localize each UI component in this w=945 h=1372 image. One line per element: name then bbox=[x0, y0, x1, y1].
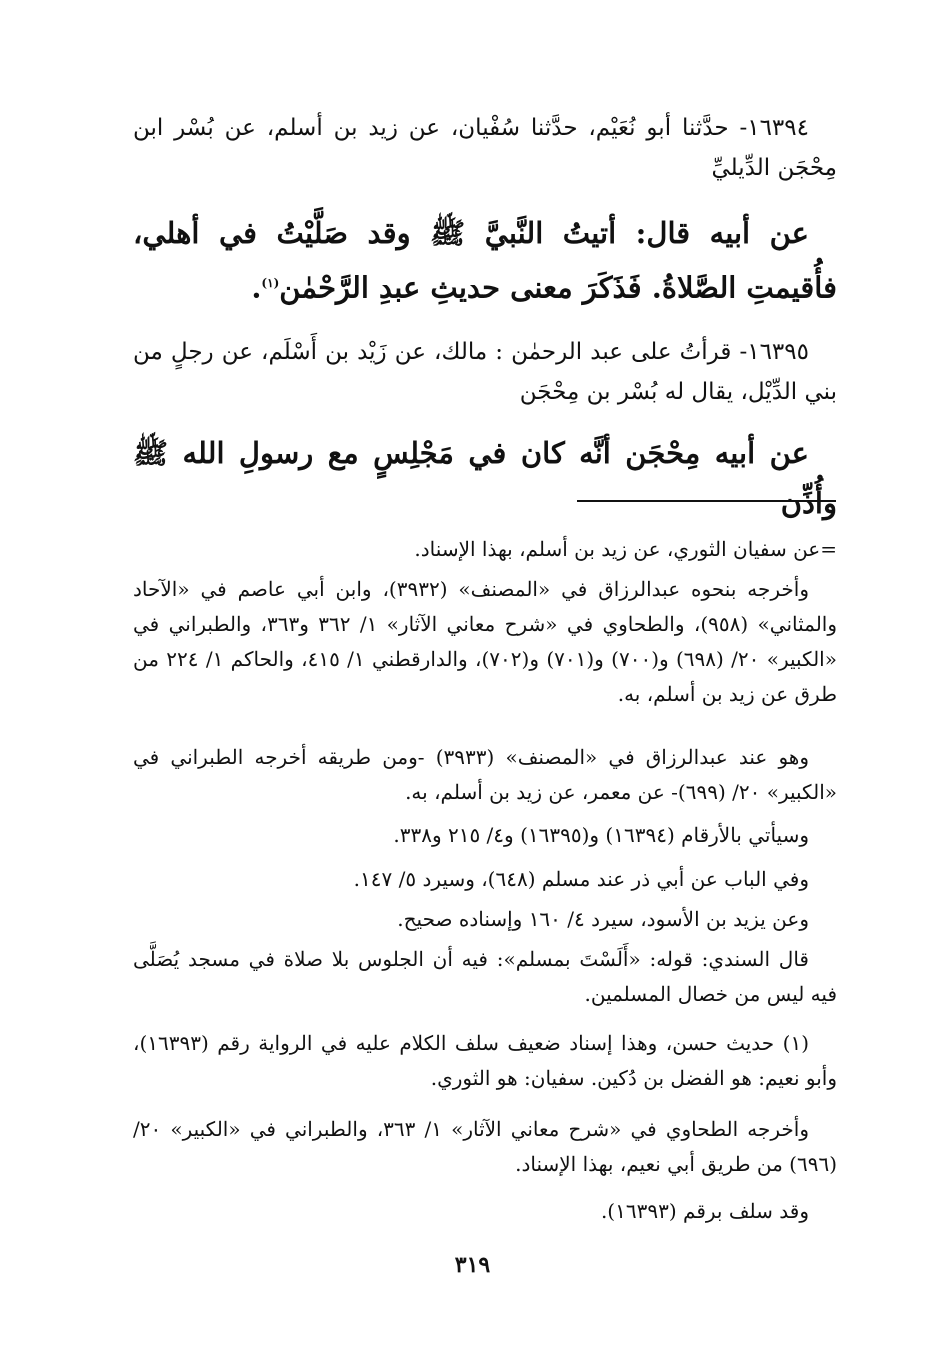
footnote-paragraph: وقد سلف برقم (١٦٣٩٣). bbox=[600, 1199, 809, 1223]
page-number: ٣١٩ bbox=[454, 1252, 491, 1278]
footnote-paragraph: وسيأتي بالأرقام (١٦٣٩٤) و(١٦٣٩٥) و٤/ ٢١٥ و٣٣٨. bbox=[393, 823, 809, 847]
footnote-1: (١) حديث حسن، وهذا إسناد ضعيف سلف الكلام عليه في الرواية رقم (١٦٣٩٣)، وأبو نعيم: هو الفضل بن دُكين. سفيان: هو الثوري. bbox=[133, 1031, 837, 1090]
footnote-paragraph: وأخرجه الطحاوي في «شرح معاني الآثار» ١/ ٣٦٣، والطبراني في «الكبير» ٢٠/ (٦٩٦) من طريق أبي نعيم، بهذا الإسناد. bbox=[133, 1117, 837, 1176]
footnote-ref-1: (١) bbox=[261, 276, 280, 290]
footnote-paragraph: وهو عند عبدالرزاق في «المصنف» (٣٩٣٣) -ومن طريقه أخرجه الطبراني في «الكبير» ٢٠/ (٦٩٩)- عن معمر، عن زيد بن أسلم، به. bbox=[133, 745, 837, 804]
footnote-separator-rule bbox=[577, 500, 836, 502]
footnote-paragraph: وأخرجه بنحوه عبدالرزاق في «المصنف» (٣٩٣٢)، وابن أبي عاصم في «الآحاد والمثاني» (٩٥٨)، والطحاوي في «شرح معاني الآثار» ١/ ٣٦٢ و٣٦٣، والطبراني في «الكبير» ٢٠/ (٦٩٨) و(٧٠٠) و(٧٠١) و(٧٠٢)، والدارقطني ١/ ٤١٥، والحاكم ١/ ٢٢٤ من طرق عن زيد بن أسلم، به. bbox=[133, 577, 838, 706]
hadith-16394-matn: عن أبيه قال: أتيتُ النَّبيَّ ﷺ وقد صَلَّيْتُ في أهلي، فأُقيمتِ الصَّلاةُ. فَذَكَرَ معنى حديثِ عبدِ الرَّحْمٰن$^{(١)}$. bbox=[133, 216, 837, 305]
hadith-16394-isnad: ١٦٣٩٤- حدَّثنا أبو نُعَيْم، حدَّثنا سُفْيان، عن زيد بن أسلم، عن بُسْر ابن مِحْجَن الدِّيليِّ bbox=[133, 115, 837, 181]
hadith-16395-isnad: ١٦٣٩٥- قرأتُ على عبد الرحمٰن : مالك، عن زَيْد بن أَسْلَم، عن رجلٍ من بني الدِّيْل، يقال له بُسْر بن مِحْجَن bbox=[133, 339, 837, 405]
footnote-paragraph: وعن يزيد بن الأسود، سيرد ٤/ ١٦٠ وإسناده صحيح. bbox=[397, 907, 809, 931]
hadith-16395-matn: عن أبيه مِحْجَن أنَّه كان في مَجْلِسٍ مع رسولِ الله ﷺ وأُذِّن bbox=[133, 436, 837, 520]
footnote-paragraph: قال السندي: قوله: «أَلَسْتَ بمسلم»: فيه أن الجلوس بلا صلاة في مسجد يُصَلَّى فيه ليس من خصال المسلمين. bbox=[133, 947, 837, 1006]
footnote-paragraph: وفي الباب عن أبي ذر عند مسلم (٦٤٨)، وسيرد ٥/ ١٤٧. bbox=[353, 867, 809, 891]
page-body bbox=[133, 0, 837, 1372]
footnote-continuation: =عن سفيان الثوري، عن زيد بن أسلم، بهذا الإسناد. bbox=[414, 537, 837, 561]
hadith-16394-matn-text: عن أبيه قال: أتيتُ النَّبيَّ ﷺ وقد صَلَّيْتُ في أهلي، فأُقيمتِ الصَّلاةُ. فَذَكَرَ معنى حديثِ عبدِ الرَّحْمٰن bbox=[133, 216, 837, 305]
